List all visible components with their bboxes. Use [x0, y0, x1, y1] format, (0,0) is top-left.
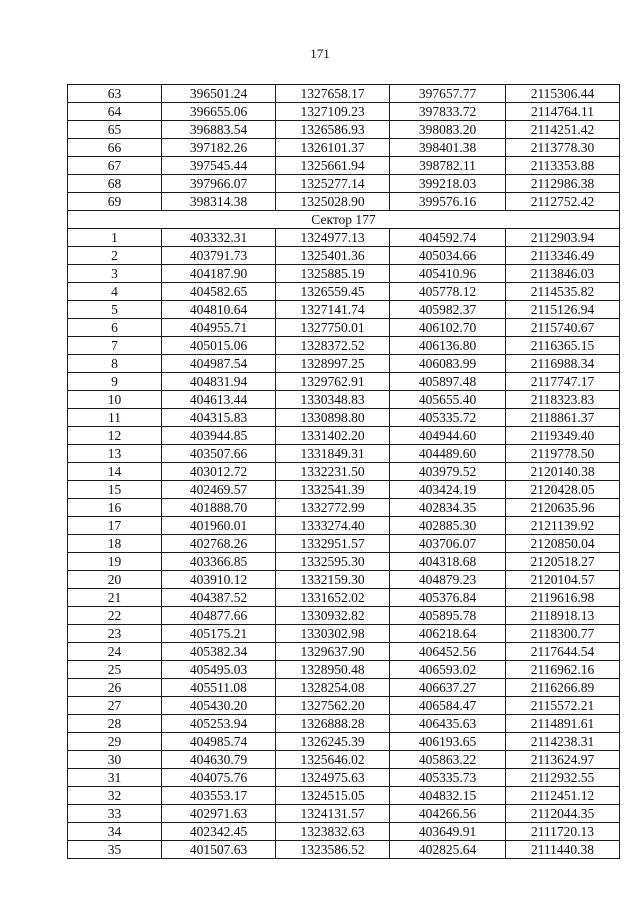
table-row — [68, 175, 620, 193]
x1-coordinate-cell: 405382.34 — [162, 643, 276, 661]
y1-coordinate-cell: 1325885.19 — [276, 265, 390, 283]
table-row — [68, 715, 620, 733]
y2-coordinate-cell: 2113846.03 — [506, 265, 620, 283]
page-number: 171 — [310, 46, 330, 61]
x1-coordinate-cell: 403910.12 — [162, 571, 276, 589]
x1-coordinate-cell: 396501.24 — [162, 85, 276, 103]
x1-coordinate-cell: 403553.17 — [162, 787, 276, 805]
point-number-cell: 32 — [68, 787, 162, 805]
table-row — [68, 373, 620, 391]
point-number-cell: 25 — [68, 661, 162, 679]
y2-coordinate-cell: 2116365.15 — [506, 337, 620, 355]
point-number-cell: 26 — [68, 679, 162, 697]
point-number-cell: 1 — [68, 229, 162, 247]
x1-coordinate-cell: 405511.08 — [162, 679, 276, 697]
x1-coordinate-cell: 402971.63 — [162, 805, 276, 823]
y1-coordinate-cell: 1332231.50 — [276, 463, 390, 481]
y2-coordinate-cell: 2119349.40 — [506, 427, 620, 445]
y1-coordinate-cell: 1331652.02 — [276, 589, 390, 607]
y2-coordinate-cell: 2116266.89 — [506, 679, 620, 697]
y2-coordinate-cell: 2120635.96 — [506, 499, 620, 517]
x2-coordinate-cell: 398401.38 — [390, 139, 506, 157]
y2-coordinate-cell: 2117644.54 — [506, 643, 620, 661]
y2-coordinate-cell: 2112752.42 — [506, 193, 620, 211]
x2-coordinate-cell: 403979.52 — [390, 463, 506, 481]
x1-coordinate-cell: 403366.85 — [162, 553, 276, 571]
x2-coordinate-cell: 404318.68 — [390, 553, 506, 571]
x2-coordinate-cell: 399576.16 — [390, 193, 506, 211]
y2-coordinate-cell: 2115740.67 — [506, 319, 620, 337]
point-number-cell: 9 — [68, 373, 162, 391]
y2-coordinate-cell: 2113346.49 — [506, 247, 620, 265]
x1-coordinate-cell: 404831.94 — [162, 373, 276, 391]
y2-coordinate-cell: 2121139.92 — [506, 517, 620, 535]
table-row — [68, 85, 620, 103]
y2-coordinate-cell: 2112044.35 — [506, 805, 620, 823]
x2-coordinate-cell: 406218.64 — [390, 625, 506, 643]
point-number-cell: 11 — [68, 409, 162, 427]
point-number-cell: 64 — [68, 103, 162, 121]
x1-coordinate-cell: 396655.06 — [162, 103, 276, 121]
y2-coordinate-cell: 2118323.83 — [506, 391, 620, 409]
y1-coordinate-cell: 1327562.20 — [276, 697, 390, 715]
y1-coordinate-cell: 1325277.14 — [276, 175, 390, 193]
y2-coordinate-cell: 2112903.94 — [506, 229, 620, 247]
y1-coordinate-cell: 1326586.93 — [276, 121, 390, 139]
point-number-cell: 19 — [68, 553, 162, 571]
x2-coordinate-cell: 404832.15 — [390, 787, 506, 805]
x2-coordinate-cell: 406083.99 — [390, 355, 506, 373]
y2-coordinate-cell: 2112932.55 — [506, 769, 620, 787]
y1-coordinate-cell: 1329762.91 — [276, 373, 390, 391]
y2-coordinate-cell: 2120140.38 — [506, 463, 620, 481]
point-number-cell: 2 — [68, 247, 162, 265]
x2-coordinate-cell: 405034.66 — [390, 247, 506, 265]
y2-coordinate-cell: 2115126.94 — [506, 301, 620, 319]
table-row — [68, 247, 620, 265]
point-number-cell: 16 — [68, 499, 162, 517]
x1-coordinate-cell: 397545.44 — [162, 157, 276, 175]
x1-coordinate-cell: 404187.90 — [162, 265, 276, 283]
x2-coordinate-cell: 406136.80 — [390, 337, 506, 355]
x1-coordinate-cell: 404630.79 — [162, 751, 276, 769]
x1-coordinate-cell: 404075.76 — [162, 769, 276, 787]
y1-coordinate-cell: 1331849.31 — [276, 445, 390, 463]
table-row — [68, 121, 620, 139]
table-row — [68, 301, 620, 319]
y1-coordinate-cell: 1325661.94 — [276, 157, 390, 175]
point-number-cell: 28 — [68, 715, 162, 733]
section-header-row — [68, 211, 620, 229]
point-number-cell: 17 — [68, 517, 162, 535]
x2-coordinate-cell: 399218.03 — [390, 175, 506, 193]
point-number-cell: 14 — [68, 463, 162, 481]
x1-coordinate-cell: 403791.73 — [162, 247, 276, 265]
x1-coordinate-cell: 404987.54 — [162, 355, 276, 373]
y1-coordinate-cell: 1330932.82 — [276, 607, 390, 625]
x2-coordinate-cell: 404489.60 — [390, 445, 506, 463]
table-row — [68, 463, 620, 481]
y2-coordinate-cell: 2119616.98 — [506, 589, 620, 607]
point-number-cell: 3 — [68, 265, 162, 283]
table-row — [68, 661, 620, 679]
point-number-cell: 4 — [68, 283, 162, 301]
y1-coordinate-cell: 1330348.83 — [276, 391, 390, 409]
point-number-cell: 15 — [68, 481, 162, 499]
point-number-cell: 31 — [68, 769, 162, 787]
table-row — [68, 283, 620, 301]
y2-coordinate-cell: 2120428.05 — [506, 481, 620, 499]
x1-coordinate-cell: 402469.57 — [162, 481, 276, 499]
point-number-cell: 7 — [68, 337, 162, 355]
y2-coordinate-cell: 2113778.30 — [506, 139, 620, 157]
table-row — [68, 445, 620, 463]
y2-coordinate-cell: 2114891.61 — [506, 715, 620, 733]
y2-coordinate-cell: 2113353.88 — [506, 157, 620, 175]
table-row — [68, 643, 620, 661]
x2-coordinate-cell: 403706.07 — [390, 535, 506, 553]
x2-coordinate-cell: 398083.20 — [390, 121, 506, 139]
x1-coordinate-cell: 401507.63 — [162, 841, 276, 859]
y2-coordinate-cell: 2120850.04 — [506, 535, 620, 553]
x2-coordinate-cell: 406637.27 — [390, 679, 506, 697]
table-row — [68, 625, 620, 643]
x1-coordinate-cell: 397966.07 — [162, 175, 276, 193]
point-number-cell: 65 — [68, 121, 162, 139]
y2-coordinate-cell: 2120518.27 — [506, 553, 620, 571]
point-number-cell: 68 — [68, 175, 162, 193]
y1-coordinate-cell: 1324975.63 — [276, 769, 390, 787]
y1-coordinate-cell: 1325028.90 — [276, 193, 390, 211]
y1-coordinate-cell: 1333274.40 — [276, 517, 390, 535]
x2-coordinate-cell: 406193.65 — [390, 733, 506, 751]
table-row — [68, 841, 620, 859]
y1-coordinate-cell: 1332772.99 — [276, 499, 390, 517]
table-row — [68, 103, 620, 121]
table-row — [68, 679, 620, 697]
y2-coordinate-cell: 2114251.42 — [506, 121, 620, 139]
table-row — [68, 787, 620, 805]
y1-coordinate-cell: 1328997.25 — [276, 355, 390, 373]
y1-coordinate-cell: 1330898.80 — [276, 409, 390, 427]
point-number-cell: 29 — [68, 733, 162, 751]
table-row — [68, 769, 620, 787]
table-row — [68, 805, 620, 823]
x1-coordinate-cell: 404985.74 — [162, 733, 276, 751]
table-row — [68, 355, 620, 373]
y2-coordinate-cell: 2114535.82 — [506, 283, 620, 301]
y2-coordinate-cell: 2112451.12 — [506, 787, 620, 805]
point-number-cell: 63 — [68, 85, 162, 103]
x2-coordinate-cell: 406102.70 — [390, 319, 506, 337]
point-number-cell: 30 — [68, 751, 162, 769]
point-number-cell: 66 — [68, 139, 162, 157]
y1-coordinate-cell: 1329637.90 — [276, 643, 390, 661]
y1-coordinate-cell: 1326888.28 — [276, 715, 390, 733]
y1-coordinate-cell: 1331402.20 — [276, 427, 390, 445]
y2-coordinate-cell: 2116988.34 — [506, 355, 620, 373]
x2-coordinate-cell: 405376.84 — [390, 589, 506, 607]
y2-coordinate-cell: 2115306.44 — [506, 85, 620, 103]
y2-coordinate-cell: 2111440.38 — [506, 841, 620, 859]
point-number-cell: 35 — [68, 841, 162, 859]
table-row — [68, 517, 620, 535]
x2-coordinate-cell: 406435.63 — [390, 715, 506, 733]
x2-coordinate-cell: 404266.56 — [390, 805, 506, 823]
x1-coordinate-cell: 403332.31 — [162, 229, 276, 247]
y2-coordinate-cell: 2119778.50 — [506, 445, 620, 463]
table-row — [68, 751, 620, 769]
y1-coordinate-cell: 1326245.39 — [276, 733, 390, 751]
table-row — [68, 427, 620, 445]
x2-coordinate-cell: 406593.02 — [390, 661, 506, 679]
y1-coordinate-cell: 1332595.30 — [276, 553, 390, 571]
section-label: Сектор 177 — [68, 211, 620, 229]
x2-coordinate-cell: 398782.11 — [390, 157, 506, 175]
y1-coordinate-cell: 1332951.57 — [276, 535, 390, 553]
y2-coordinate-cell: 2113624.97 — [506, 751, 620, 769]
x1-coordinate-cell: 404387.52 — [162, 589, 276, 607]
x2-coordinate-cell: 404592.74 — [390, 229, 506, 247]
y1-coordinate-cell: 1328254.08 — [276, 679, 390, 697]
x1-coordinate-cell: 397182.26 — [162, 139, 276, 157]
y2-coordinate-cell: 2111720.13 — [506, 823, 620, 841]
x1-coordinate-cell: 401888.70 — [162, 499, 276, 517]
y2-coordinate-cell: 2118861.37 — [506, 409, 620, 427]
x1-coordinate-cell: 405430.20 — [162, 697, 276, 715]
point-number-cell: 8 — [68, 355, 162, 373]
point-number-cell: 69 — [68, 193, 162, 211]
x1-coordinate-cell: 404877.66 — [162, 607, 276, 625]
table-body — [68, 85, 620, 859]
point-number-cell: 24 — [68, 643, 162, 661]
point-number-cell: 27 — [68, 697, 162, 715]
x1-coordinate-cell: 401960.01 — [162, 517, 276, 535]
x2-coordinate-cell: 405863.22 — [390, 751, 506, 769]
x2-coordinate-cell: 397657.77 — [390, 85, 506, 103]
table-row — [68, 337, 620, 355]
x1-coordinate-cell: 402342.45 — [162, 823, 276, 841]
table-row — [68, 733, 620, 751]
y1-coordinate-cell: 1323586.52 — [276, 841, 390, 859]
x1-coordinate-cell: 404955.71 — [162, 319, 276, 337]
table-row — [68, 553, 620, 571]
x1-coordinate-cell: 403944.85 — [162, 427, 276, 445]
x2-coordinate-cell: 402825.64 — [390, 841, 506, 859]
table-row — [68, 499, 620, 517]
x2-coordinate-cell: 405895.78 — [390, 607, 506, 625]
y2-coordinate-cell: 2116962.16 — [506, 661, 620, 679]
y1-coordinate-cell: 1324131.57 — [276, 805, 390, 823]
x2-coordinate-cell: 405778.12 — [390, 283, 506, 301]
point-number-cell: 5 — [68, 301, 162, 319]
point-number-cell: 6 — [68, 319, 162, 337]
x2-coordinate-cell: 405655.40 — [390, 391, 506, 409]
point-number-cell: 20 — [68, 571, 162, 589]
y1-coordinate-cell: 1328950.48 — [276, 661, 390, 679]
x2-coordinate-cell: 405897.48 — [390, 373, 506, 391]
x1-coordinate-cell: 398314.38 — [162, 193, 276, 211]
table-row — [68, 265, 620, 283]
y1-coordinate-cell: 1324977.13 — [276, 229, 390, 247]
x2-coordinate-cell: 403649.91 — [390, 823, 506, 841]
point-number-cell: 34 — [68, 823, 162, 841]
y1-coordinate-cell: 1326101.37 — [276, 139, 390, 157]
table-row — [68, 409, 620, 427]
point-number-cell: 21 — [68, 589, 162, 607]
table-row — [68, 823, 620, 841]
table-row — [68, 697, 620, 715]
y1-coordinate-cell: 1327750.01 — [276, 319, 390, 337]
table-row — [68, 229, 620, 247]
y2-coordinate-cell: 2114238.31 — [506, 733, 620, 751]
table-row — [68, 607, 620, 625]
x1-coordinate-cell: 404315.83 — [162, 409, 276, 427]
y2-coordinate-cell: 2114764.11 — [506, 103, 620, 121]
y1-coordinate-cell: 1325401.36 — [276, 247, 390, 265]
table-row — [68, 157, 620, 175]
x1-coordinate-cell: 405015.06 — [162, 337, 276, 355]
y1-coordinate-cell: 1330302.98 — [276, 625, 390, 643]
x2-coordinate-cell: 405982.37 — [390, 301, 506, 319]
x1-coordinate-cell: 402768.26 — [162, 535, 276, 553]
x2-coordinate-cell: 402834.35 — [390, 499, 506, 517]
x2-coordinate-cell: 405410.96 — [390, 265, 506, 283]
table-row — [68, 139, 620, 157]
point-number-cell: 18 — [68, 535, 162, 553]
x1-coordinate-cell: 404613.44 — [162, 391, 276, 409]
x2-coordinate-cell: 404879.23 — [390, 571, 506, 589]
y1-coordinate-cell: 1325646.02 — [276, 751, 390, 769]
y2-coordinate-cell: 2112986.38 — [506, 175, 620, 193]
x2-coordinate-cell: 406452.56 — [390, 643, 506, 661]
y1-coordinate-cell: 1327658.17 — [276, 85, 390, 103]
y1-coordinate-cell: 1332159.30 — [276, 571, 390, 589]
x2-coordinate-cell: 403424.19 — [390, 481, 506, 499]
point-number-cell: 12 — [68, 427, 162, 445]
x2-coordinate-cell: 405335.73 — [390, 769, 506, 787]
y2-coordinate-cell: 2118300.77 — [506, 625, 620, 643]
x1-coordinate-cell: 404582.65 — [162, 283, 276, 301]
table-row — [68, 319, 620, 337]
table-row — [68, 571, 620, 589]
y1-coordinate-cell: 1323832.63 — [276, 823, 390, 841]
point-number-cell: 23 — [68, 625, 162, 643]
table-row — [68, 589, 620, 607]
y1-coordinate-cell: 1328372.52 — [276, 337, 390, 355]
table-row — [68, 391, 620, 409]
point-number-cell: 22 — [68, 607, 162, 625]
x2-coordinate-cell: 397833.72 — [390, 103, 506, 121]
y1-coordinate-cell: 1324515.05 — [276, 787, 390, 805]
x1-coordinate-cell: 405175.21 — [162, 625, 276, 643]
y1-coordinate-cell: 1326559.45 — [276, 283, 390, 301]
x2-coordinate-cell: 404944.60 — [390, 427, 506, 445]
x2-coordinate-cell: 405335.72 — [390, 409, 506, 427]
x1-coordinate-cell: 404810.64 — [162, 301, 276, 319]
y1-coordinate-cell: 1332541.39 — [276, 481, 390, 499]
x2-coordinate-cell: 406584.47 — [390, 697, 506, 715]
point-number-cell: 67 — [68, 157, 162, 175]
table-row — [68, 481, 620, 499]
x1-coordinate-cell: 405253.94 — [162, 715, 276, 733]
x1-coordinate-cell: 403012.72 — [162, 463, 276, 481]
y2-coordinate-cell: 2115572.21 — [506, 697, 620, 715]
x1-coordinate-cell: 405495.03 — [162, 661, 276, 679]
x2-coordinate-cell: 402885.30 — [390, 517, 506, 535]
x1-coordinate-cell: 403507.66 — [162, 445, 276, 463]
y2-coordinate-cell: 2118918.13 — [506, 607, 620, 625]
point-number-cell: 13 — [68, 445, 162, 463]
y1-coordinate-cell: 1327109.23 — [276, 103, 390, 121]
point-number-cell: 10 — [68, 391, 162, 409]
y2-coordinate-cell: 2117747.17 — [506, 373, 620, 391]
table-row — [68, 535, 620, 553]
x1-coordinate-cell: 396883.54 — [162, 121, 276, 139]
point-number-cell: 33 — [68, 805, 162, 823]
table-row — [68, 193, 620, 211]
y2-coordinate-cell: 2120104.57 — [506, 571, 620, 589]
coordinates-table — [67, 84, 620, 859]
y1-coordinate-cell: 1327141.74 — [276, 301, 390, 319]
